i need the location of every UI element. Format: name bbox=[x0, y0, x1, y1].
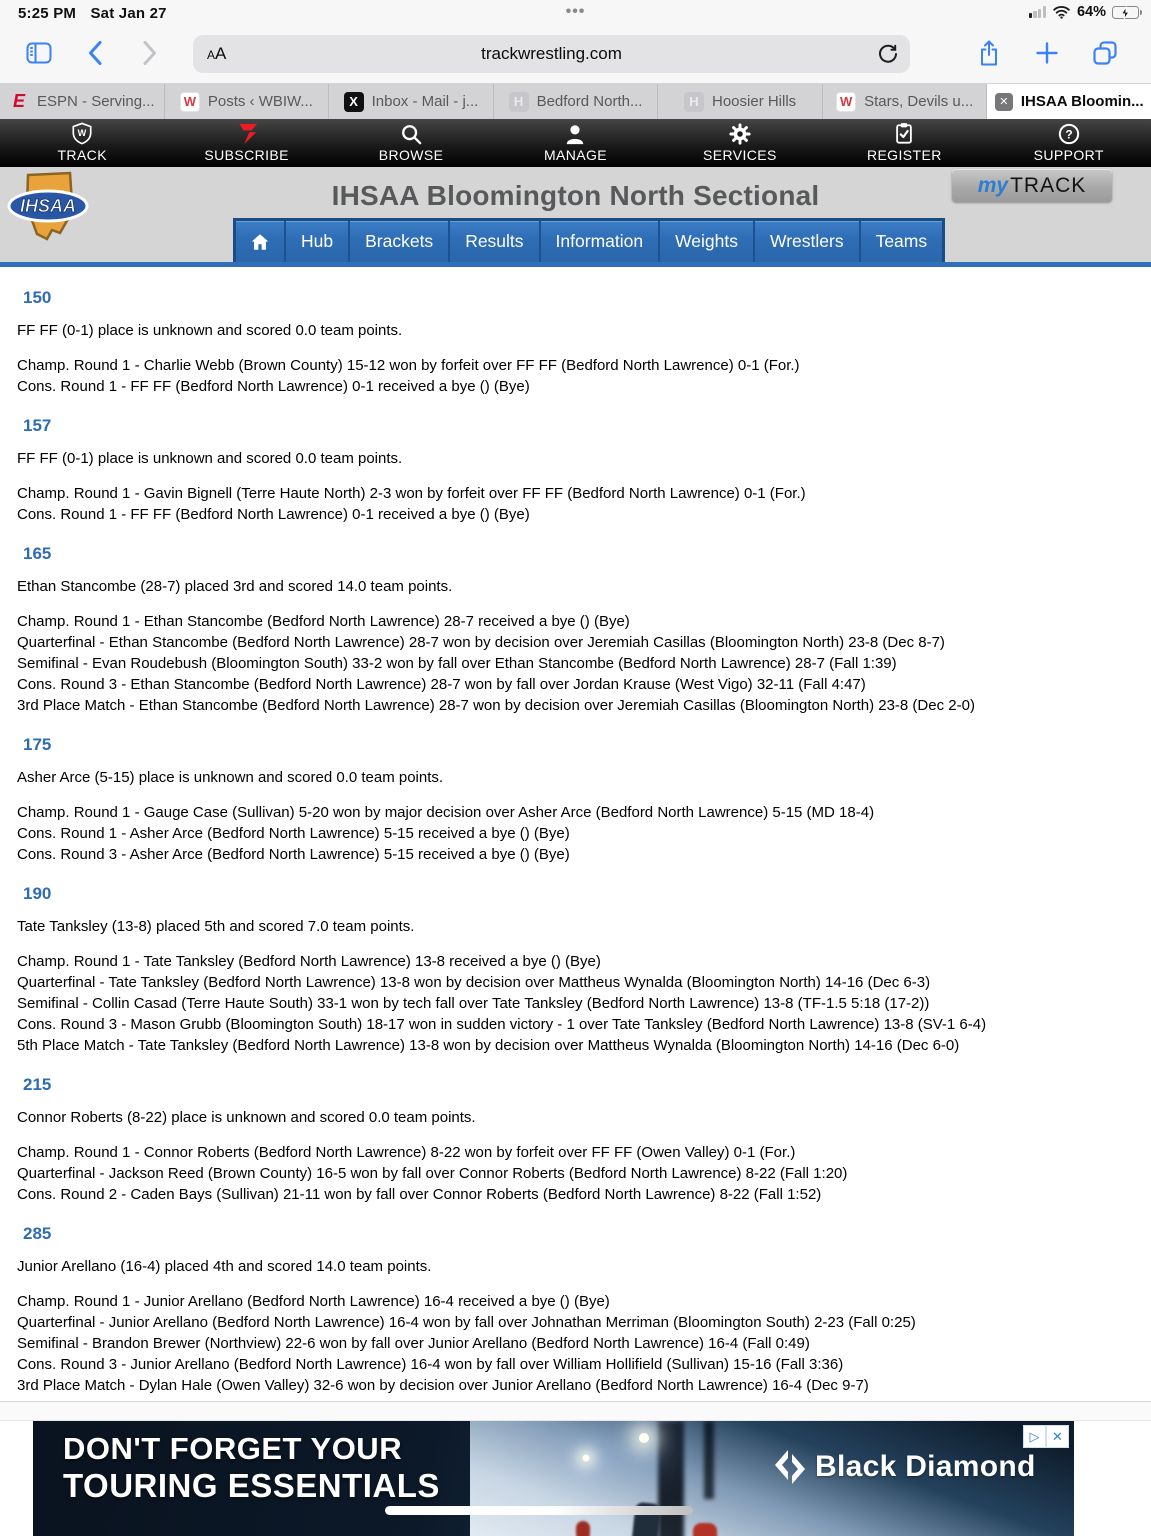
nav-manage[interactable] bbox=[493, 119, 657, 167]
weight-class-header[interactable]: 165 bbox=[23, 544, 52, 563]
weight-class-header[interactable]: 285 bbox=[23, 1224, 52, 1243]
nav-track[interactable] bbox=[0, 119, 164, 167]
match-result-line: Champ. Round 1 - Gauge Case (Sullivan) 5-20 won by major decision over Asher Arce (Bedford North Lawrence) 5-15 (MD 18-4) bbox=[17, 804, 875, 821]
browser-tab[interactable] bbox=[987, 84, 1151, 119]
person-icon bbox=[564, 123, 586, 145]
wrestler-summary: Ethan Stancombe (28-7) placed 3rd and scored 14.0 team points. bbox=[17, 578, 453, 595]
mail-x-logo: X bbox=[344, 92, 364, 112]
match-result-line: Quarterfinal - Jackson Reed (Brown County) 16-5 won by fall over Connor Roberts (Bedford North Lawrence) 8-22 (Fall 1:20) bbox=[17, 1165, 848, 1182]
home-icon bbox=[249, 231, 271, 253]
back-button[interactable] bbox=[78, 36, 112, 70]
menu-brackets[interactable]: Brackets bbox=[348, 221, 448, 262]
event-header bbox=[0, 167, 1151, 262]
weight-class-section bbox=[17, 269, 1133, 397]
battery-percent: 64% bbox=[1076, 4, 1106, 20]
ad-tree bbox=[704, 1421, 714, 1499]
ihsaa-logo-text: IHSAA bbox=[19, 196, 77, 216]
match-result-line: Semifinal - Evan Roudebush (Bloomington South) 33-2 won by fall over Ethan Stancombe (Bedford North Lawrence) 28-7 (Fall 1:39) bbox=[17, 655, 897, 672]
nav-label: SUBSCRIBE bbox=[204, 147, 289, 163]
match-list bbox=[17, 1142, 1133, 1205]
match-result-line: Champ. Round 1 - Connor Roberts (Bedford North Lawrence) 8-22 won by forfeit over FF FF (Owen Valley) 0-1 (For.) bbox=[17, 1144, 796, 1161]
tab-title: ESPN - Serving... bbox=[37, 93, 155, 110]
match-list bbox=[17, 1291, 1133, 1396]
menu-information[interactable]: Information bbox=[539, 221, 659, 262]
url-text: trackwrestling.com bbox=[481, 44, 622, 63]
match-result-line: Semifinal - Collin Casad (Terre Haute South) 33-1 won by tech fall over Tate Tanksley (Bedford North Lawrence) 13-8 (TF-1.5 5:18 (17-2)) bbox=[17, 995, 930, 1012]
wifi-icon bbox=[1052, 5, 1071, 19]
battery-charging-icon bbox=[1112, 6, 1139, 19]
wrestler-summary: Connor Roberts (8-22) place is unknown and scored 0.0 team points. bbox=[17, 1109, 476, 1126]
browser-chrome bbox=[0, 0, 1151, 84]
match-result-line: Champ. Round 1 - Junior Arellano (Bedford North Lawrence) 16-4 received a bye () (Bye) bbox=[17, 1293, 610, 1310]
nav-label: SERVICES bbox=[703, 147, 777, 163]
ad-headline: DON'T FORGET YOUR TOURING ESSENTIALS bbox=[63, 1431, 440, 1504]
ad-banner[interactable] bbox=[33, 1421, 1074, 1536]
tab-close-icon: ✕ bbox=[995, 93, 1013, 111]
match-result-line: Cons. Round 1 - Asher Arce (Bedford North Lawrence) 5-15 received a bye () (Bye) bbox=[17, 825, 570, 842]
adchoices-icon[interactable]: ▷ bbox=[1023, 1425, 1046, 1448]
share-button[interactable] bbox=[972, 36, 1006, 70]
tab-title: Hoosier Hills bbox=[712, 93, 797, 110]
headlamp-glow bbox=[639, 1433, 649, 1443]
weight-class-section bbox=[17, 397, 1133, 525]
browser-tab[interactable] bbox=[494, 84, 659, 119]
status-bar bbox=[0, 0, 1151, 26]
nav-label: SUPPORT bbox=[1033, 147, 1104, 163]
ad-zone bbox=[0, 1421, 1151, 1536]
nav-browse[interactable] bbox=[329, 119, 493, 167]
weight-class-section bbox=[17, 1205, 1133, 1396]
match-result-line: 5th Place Match - Tate Tanksley (Bedford North Lawrence) 13-8 won by decision over Mattheus Wynalda (Bloomington North) 14-16 (Dec 6-0) bbox=[17, 1037, 960, 1054]
match-result-line: Cons. Round 2 - Caden Bays (Sullivan) 21-11 won by fall over Connor Roberts (Bedford North Lawrence) 8-22 (Fall 1:52) bbox=[17, 1186, 822, 1203]
match-result-line: 3rd Place Match - Ethan Stancombe (Bedford North Lawrence) 28-7 won by decision over Jeremiah Casillas (Bloomington North) 23-8 (Dec 2-0) bbox=[17, 697, 975, 714]
ihsaa-logo bbox=[6, 169, 90, 255]
ad-skier-red-jacket bbox=[576, 1521, 590, 1536]
tab-bar bbox=[0, 84, 1151, 119]
match-result-line: Cons. Round 3 - Junior Arellano (Bedford North Lawrence) 16-4 won by fall over William Hollifield (Sullivan) 15-16 (Fall 3:36) bbox=[17, 1356, 844, 1373]
reload-button[interactable] bbox=[876, 42, 900, 66]
wrestler-summary: FF FF (0-1) place is unknown and scored 0.0 team points. bbox=[17, 450, 403, 467]
clock bbox=[18, 5, 167, 22]
nav-label: TRACK bbox=[57, 147, 107, 163]
match-result-line: Champ. Round 1 - Gavin Bignell (Terre Haute North) 2-3 won by forfeit over FF FF (Bedford North Lawrence) 0-1 (For.) bbox=[17, 485, 806, 502]
menu-hub[interactable]: Hub bbox=[284, 221, 348, 262]
cellular-signal-icon bbox=[1029, 6, 1046, 18]
wbiw-logo: W bbox=[836, 92, 856, 112]
weight-class-header[interactable]: 150 bbox=[23, 288, 52, 307]
nav-label: REGISTER bbox=[866, 147, 942, 163]
match-result-line: Champ. Round 1 - Charlie Webb (Brown County) 15-12 won by forfeit over FF FF (Bedford North Lawrence) 0-1 (For.) bbox=[17, 357, 800, 374]
sidebar-toggle-button[interactable] bbox=[22, 36, 56, 70]
ad-underline bbox=[385, 1506, 693, 1515]
wrestler-summary: Tate Tanksley (13-8) placed 5th and scored 7.0 team points. bbox=[17, 918, 415, 935]
browser-tab[interactable] bbox=[0, 84, 165, 119]
safari-toolbar bbox=[0, 26, 1151, 84]
weight-class-header[interactable]: 215 bbox=[23, 1075, 52, 1094]
status-date: Sat Jan 27 bbox=[90, 5, 167, 22]
mytrack-button[interactable]: my TRACK bbox=[952, 169, 1112, 202]
svg-text:?: ? bbox=[1065, 127, 1073, 142]
match-result-line: Quarterfinal - Junior Arellano (Bedford North Lawrence) 16-4 won by fall over Johnathan Merriman (Bloomington South) 2-23 (Fall 0:25) bbox=[17, 1314, 916, 1331]
match-result-line: Quarterfinal - Ethan Stancombe (Bedford North Lawrence) 28-7 won by decision over Jeremiah Casillas (Bloomington North) 23-8 (Dec 8-7) bbox=[17, 634, 945, 651]
weight-class-section bbox=[17, 865, 1133, 1056]
search-icon bbox=[400, 123, 422, 145]
nav-label: MANAGE bbox=[543, 147, 608, 163]
ad-close-icon[interactable]: ✕ bbox=[1046, 1425, 1069, 1448]
match-result-line: Cons. Round 3 - Mason Grubb (Bloomington South) 18-17 won in sudden victory - 1 over Tate Tanksley (Bedford North Lawrence) 13-8 (SV-1 6-4) bbox=[17, 1016, 987, 1033]
match-result-line: Champ. Round 1 - Ethan Stancombe (Bedford North Lawrence) 28-7 received a bye () (Bye) bbox=[17, 613, 630, 630]
menu-results[interactable]: Results bbox=[448, 221, 538, 262]
flo-icon bbox=[236, 123, 258, 145]
nav-subscribe[interactable] bbox=[164, 119, 328, 167]
wrestler-summary: Asher Arce (5-15) place is unknown and scored 0.0 team points. bbox=[17, 769, 444, 786]
weight-class-section bbox=[17, 1056, 1133, 1205]
tab-title: Bedford North... bbox=[536, 93, 643, 110]
gear-icon bbox=[729, 123, 751, 145]
forward-button[interactable] bbox=[132, 36, 166, 70]
browser-tab[interactable] bbox=[658, 84, 823, 119]
ad-frame-gap bbox=[0, 1401, 1151, 1421]
weight-class-header[interactable]: 190 bbox=[23, 884, 52, 903]
browser-tab[interactable] bbox=[165, 84, 330, 119]
nav-label: BROWSE bbox=[378, 147, 444, 163]
match-result-line: 3rd Place Match - Dylan Hale (Owen Valley) 32-6 won by decision over Junior Arellano (Bedford North Lawrence) 16-4 (Dec 9-7) bbox=[17, 1377, 869, 1394]
match-result-line: Champ. Round 1 - Tate Tanksley (Bedford North Lawrence) 13-8 received a bye () (Bye) bbox=[17, 953, 601, 970]
weight-class-header[interactable]: 175 bbox=[23, 735, 52, 754]
results-content bbox=[0, 267, 1151, 1401]
black-diamond-logo: Black Diamond bbox=[775, 1449, 1036, 1485]
address-bar[interactable] bbox=[193, 35, 910, 73]
multitask-dots-icon: ••• bbox=[565, 3, 586, 20]
weight-class-section bbox=[17, 525, 1133, 716]
wrestler-summary: Junior Arellano (16-4) placed 4th and scored 14.0 team points. bbox=[17, 1258, 432, 1275]
weight-class-header[interactable]: 157 bbox=[23, 416, 52, 435]
tab-overview-button[interactable] bbox=[1088, 36, 1122, 70]
headlamp-glow bbox=[583, 1455, 590, 1462]
match-result-line: Semifinal - Brandon Brewer (Northview) 22-6 won by fall over Junior Arellano (Bedford North Lawrence) 16-4 (Fall 0:49) bbox=[17, 1335, 810, 1352]
menu-weights[interactable]: Weights bbox=[658, 221, 753, 262]
match-list bbox=[17, 951, 1133, 1056]
question-icon bbox=[1058, 123, 1080, 145]
status-time: 5:25 PM bbox=[18, 5, 77, 22]
match-result-line: Cons. Round 1 - FF FF (Bedford North Lawrence) 0-1 received a bye () (Bye) bbox=[17, 378, 530, 395]
reader-options-button[interactable]: AA bbox=[207, 44, 227, 63]
match-result-line: Cons. Round 1 - FF FF (Bedford North Lawrence) 0-1 received a bye () (Bye) bbox=[17, 506, 530, 523]
h-logo: H bbox=[509, 92, 529, 112]
menu-wrestlers[interactable]: Wrestlers bbox=[753, 221, 859, 262]
match-list bbox=[17, 802, 1133, 865]
match-result-line: Cons. Round 3 - Ethan Stancombe (Bedford North Lawrence) 28-7 won by fall over Jordan Krause (West Vigo) 32-11 (Fall 4:47) bbox=[17, 676, 866, 693]
event-menu bbox=[233, 218, 945, 262]
weight-class-section bbox=[17, 716, 1133, 865]
ad-tree bbox=[658, 1421, 684, 1536]
black-diamond-icon bbox=[775, 1449, 805, 1485]
espn-logo: E bbox=[13, 91, 26, 111]
shield-icon bbox=[71, 123, 93, 145]
tab-title: Stars, Devils u... bbox=[864, 93, 974, 110]
nav-register[interactable] bbox=[822, 119, 986, 167]
browser-tab[interactable] bbox=[823, 84, 988, 119]
svg-text:W: W bbox=[77, 128, 87, 139]
wrestler-summary: FF FF (0-1) place is unknown and scored 0.0 team points. bbox=[17, 322, 403, 339]
new-tab-button[interactable] bbox=[1030, 36, 1064, 70]
match-result-line: Quarterfinal - Tate Tanksley (Bedford North Lawrence) 13-8 won by decision over Mattheus Wynalda (Bloomington North) 14-16 (Dec 6-3) bbox=[17, 974, 931, 991]
match-result-line: Cons. Round 3 - Asher Arce (Bedford North Lawrence) 5-15 received a bye () (Bye) bbox=[17, 846, 570, 863]
match-list bbox=[17, 483, 1133, 525]
menu-home[interactable] bbox=[236, 221, 284, 262]
nav-services[interactable] bbox=[658, 119, 822, 167]
tab-title: IHSAA Bloomin... bbox=[1020, 93, 1144, 110]
page-title: IHSAA Bloomington North Sectional bbox=[331, 180, 820, 211]
wbiw-logo: W bbox=[180, 92, 200, 112]
track-main-nav bbox=[0, 119, 1151, 167]
ad-skier-red-jacket bbox=[693, 1523, 717, 1536]
h-logo: H bbox=[684, 92, 704, 112]
nav-support[interactable] bbox=[987, 119, 1151, 167]
clipboard-check-icon bbox=[893, 123, 915, 145]
menu-teams[interactable]: Teams bbox=[859, 221, 943, 262]
match-list bbox=[17, 355, 1133, 397]
tab-title: Inbox - Mail - j... bbox=[371, 93, 479, 110]
browser-tab[interactable] bbox=[329, 84, 494, 119]
match-list bbox=[17, 611, 1133, 716]
tab-title: Posts ‹ WBIW... bbox=[207, 93, 313, 110]
